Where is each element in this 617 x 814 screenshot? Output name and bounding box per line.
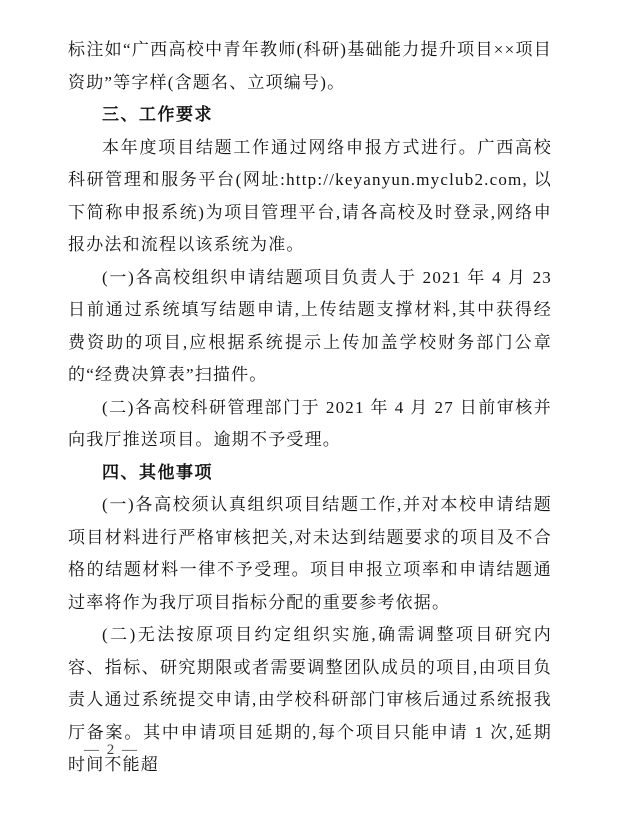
section-heading-4: 四、其他事项 — [102, 462, 213, 482]
page-number: — 2 — — [84, 742, 139, 758]
paragraph: (二)无法按原项目约定组织实施,确需调整项目研究内容、指标、研究期限或者需要调整团队成员的项目,由项目负责人通过系统提交申请,由学校科研部门审核后通过系统报我厅备案。其中申请项目延期的,每个项目只能申请 1 次,延期时间不能超 — [68, 625, 552, 774]
section-heading-3: 三、工作要求 — [102, 105, 213, 124]
paragraph: (一)各高校组织申请结题项目负责人于 2021 年 4 月 23 日前通过系统填写结题申请,上传结题支撑材料,其中获得经费资助的项目,应根据系统提示上传加盖学校财务部门公章的“经费决算表”扫描件。 — [68, 267, 552, 384]
paragraph: (一)各高校须认真组织项目结题工作,并对本校申请结题项目材料进行严格审核把关,对未达到结题要求的项目及不合格的结题材料一律不予受理。项目申报立项率和申请结题通过率将作为我厅项目指标分配的重要参考依据。 — [68, 495, 552, 612]
paragraph-continued: 标注如“广西高校中青年教师(科研)基础能力提升项目××项目资助”等字样(含题名、立项编号)。 — [68, 40, 552, 92]
paragraph: (二)各高校科研管理部门于 2021 年 4 月 27 日前审核并向我厅推送项目。逾期不予受理。 — [68, 397, 552, 449]
paragraph: 本年度项目结题工作通过网络申报方式进行。广西高校科研管理和服务平台(网址:http://keyanyun.myclub2.com, 以下简称申报系统)为项目管理平台,请各高校及时登录,网络申报办法和流程以该系统为准。 — [68, 137, 552, 254]
document-body — [68, 34, 552, 782]
